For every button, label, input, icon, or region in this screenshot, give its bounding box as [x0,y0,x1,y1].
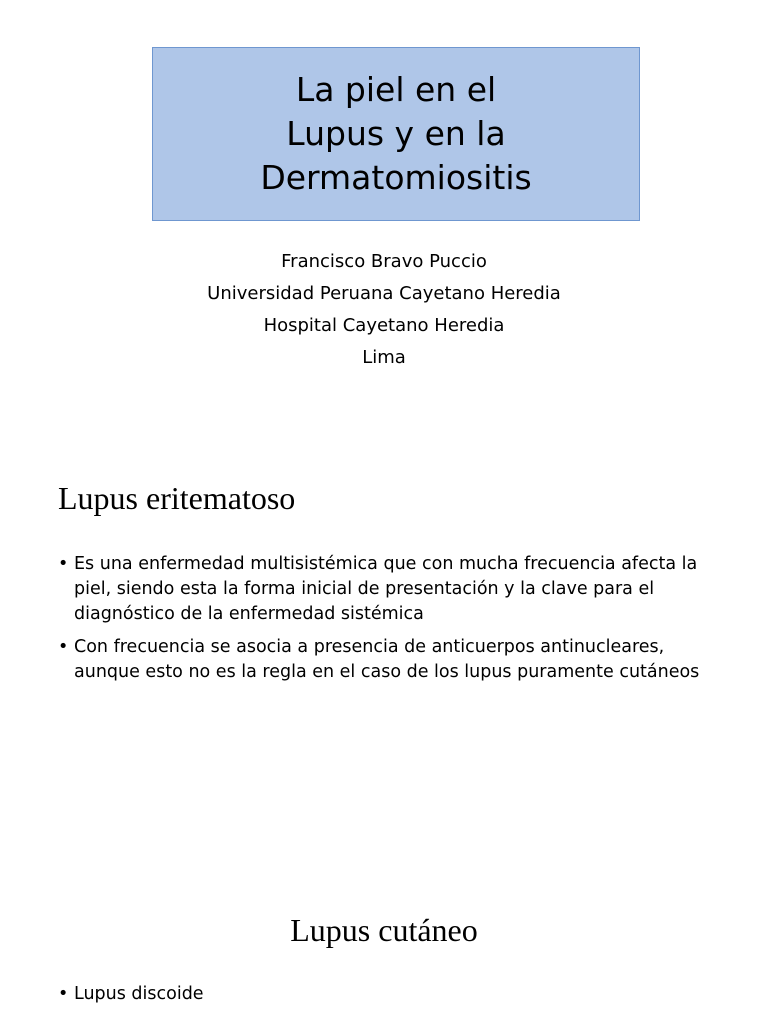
bullet-dot: • [58,554,69,574]
slide-heading: Lupus eritematoso [58,480,296,516]
bullet-list [58,552,708,693]
slide-title [0,0,768,420]
author-university: Universidad Peruana Cayetano Heredia [207,283,561,304]
title-box [152,47,640,221]
slide-lupus-cutaneo [0,880,768,1024]
author-name: Francisco Bravo Puccio [281,251,487,272]
bullet-item [58,552,708,627]
author-hospital: Hospital Cayetano Heredia [263,315,505,336]
bullet-item [58,635,708,685]
title-line: La piel en el [295,70,497,109]
bullet-dot: • [58,637,69,657]
bullet-text: Lupus discoide [74,984,204,1004]
slide-heading: Lupus cutáneo [290,912,478,948]
bullet-text: Es una enfermedad multisistémica que con mucha frecuencia afecta la piel, siendo esta la forma inicial de presentación y la clave para el diagnóstico de la enfermedad sistémica [74,554,698,624]
bullet-text: Con frecuencia se asocia a presencia de anticuerpos antinucleares, aunque esto no es la regla en el caso de los lupus puramente cutáneos [74,637,700,682]
author-block [0,246,768,374]
bullet-dot: • [58,984,69,1004]
title-line: Dermatomiositis [260,158,532,197]
author-city: Lima [362,347,406,368]
title-line: Lupus y en la [286,114,506,153]
slide-title-text [153,68,639,200]
slide-lupus-eritematoso [0,440,768,880]
bullet-list [58,982,708,1015]
bullet-item [58,982,708,1007]
